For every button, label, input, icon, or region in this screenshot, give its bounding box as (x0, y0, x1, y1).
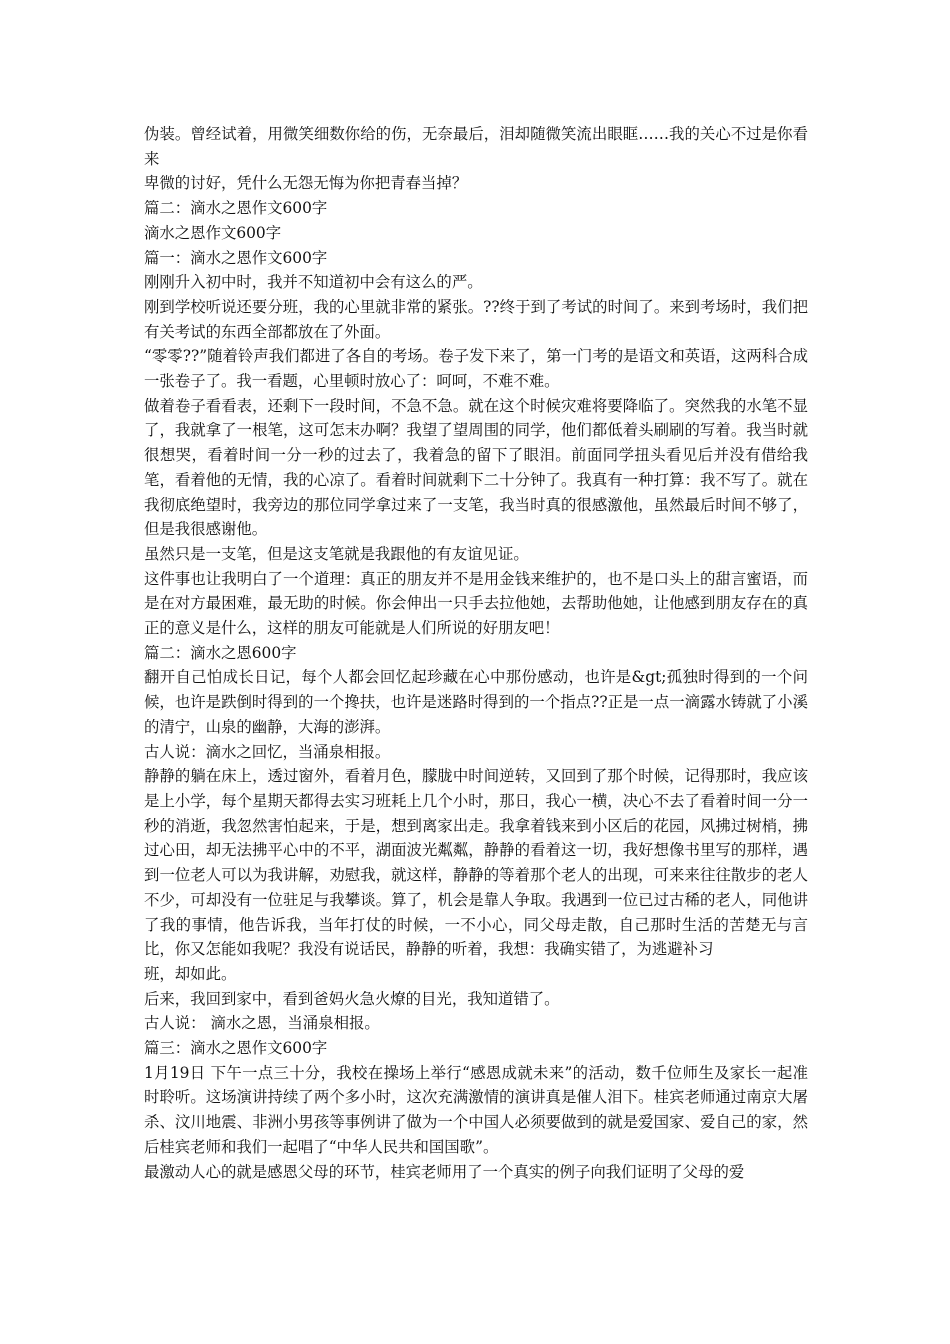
paragraph: 做着卷子看看表，还剩下一段时间，不急不急。就在这个时候灾难将要降临了。突然我的水笔不显了，我就拿了一根笔，这可怎末办啊？我望了望周围的同学，他们都低着头刷刷的写着。我当时就很想哭，看着时间一分一秒的过去了，我着急的留下了眼泪。前面同学扭头看见后并没有借给我笔，看着他的无情，我的心凉了。看着时间就剩下二十分钟了。我真有一种打算：我不写了。就在我彻底绝望时，我旁边的那位同学拿过来了一支笔，我当时真的很感激他，虽然最后时间不够了，但是我很感谢他。 (144, 396, 808, 539)
paragraph: 后来，我回到家中，看到爸妈火急火燎的目光，我知道错了。 (144, 989, 560, 1008)
paragraph: 刚刚升入初中时，我并不知道初中会有这么的严。 (144, 273, 483, 292)
paragraph: 最激动人心的就是感恩父母的环节，桂宾老师用了一个真实的例子向我们证明了父母的爱 (144, 1162, 745, 1181)
paragraph: 虽然只是一支笔，但是这支笔就是我跟他的有友谊见证。 (144, 544, 529, 563)
paragraph: 这件事也让我明白了一个道理：真正的朋友并不是用金钱来维护的，也不是口头上的甜言蜜语，而是在对方最困难，最无助的时候。你会伸出一只手去拉他她，去帮助他她，让他感到朋友存在的真正的意义是什么，这样的朋友可能就是人们所说的好朋友吧！ (144, 569, 808, 638)
paragraph: 静静的躺在床上，透过窗外，看着月色，朦胧中时间逆转，又回到了那个时候，记得那时，我应该是上小学，每个星期天都得去实习班耗上几个小时，那日，我心一横，决心不去了看着时间一分一秒的消逝，我忽然害怕起来，于是，想到离家出走。我拿着钱来到小区后的花园，风拂过树梢，拂过心田，却无法拂平心中的不平，湖面波光粼粼，静静的看着这一切，我好想像书里写的那样，遇到一位老人可以为我讲解，劝慰我，就这样，静静的等着那个老人的出现，可来来往往散步的老人不少，可却没有一位驻足与我攀谈。算了，机会是靠人争取。我遇到一位已过古稀的老人，同他讲了我的事情，他告诉我，当年打仗的时候，一不小心，同父母走散，自己那时生活的苦楚无与言比，你又怎能如我呢？我没有说话民，静静的听着，我想：我确实错了，为逃避补习 (144, 767, 808, 959)
paragraph: 古人说：滴水之回忆，当涌泉相报。 (144, 742, 391, 761)
paragraph: 班，却如此。 (144, 964, 237, 983)
paragraph: 1月19日 下午一点三十分，我校在操场上举行“感恩成就未来”的活动，数千位师生及家长一起准时聆听。这场演讲持续了两个多小时，这次充满激情的演讲真是催人泪下。桂宾老师通过南京大屠杀、汶川地震、非洲小男孩等事例讲了做为一个中国人必须要做到的就是爱国家、爱自己的家，然后桂宾老师和我们一起唱了“中华人民共和国国歌”。 (144, 1063, 808, 1156)
paragraph: 翻开自己怕成长日记，每个人都会回忆起珍藏在心中那份感动，也许是&gt;孤独时得到的一个问候，也许是跌倒时得到的一个搀扶，也许是迷路时得到的一个指点??正是一点一滴露水铸就了小溪的清宁，山泉的幽静，大海的澎湃。 (144, 668, 808, 736)
paragraph: 古人说： 滴水之恩，当涌泉相报。 (144, 1014, 380, 1033)
section-heading: 篇二：滴水之恩600字 (144, 643, 297, 662)
paragraph: 刚到学校听说还要分班，我的心里就非常的紧张。??终于到了考试的时间了。来到考场时，我们把有关考试的东西全部都放在了外面。 (144, 297, 808, 341)
section-heading: 滴水之恩作文600字 (144, 223, 282, 242)
paragraph: 伪装。曾经试着，用微笑细数你给的伤，无奈最后，泪却随微笑流出眼眶……我的关心不过是你看来 (144, 125, 808, 168)
section-heading: 篇一：滴水之恩作文600字 (144, 248, 328, 267)
paragraph: 卑微的讨好，凭什么无怨无悔为你把青春当掉？ (144, 174, 468, 193)
paragraph: “零零??”随着铃声我们都进了各自的考场。卷子发下来了，第一门考的是语文和英语，这两科合成一张卷子了。我一看题，心里顿时放心了：呵呵，不难不难。 (144, 347, 808, 391)
section-heading: 篇三：滴水之恩作文600字 (144, 1039, 328, 1058)
section-heading: 篇二：滴水之恩作文600字 (144, 199, 328, 218)
document-body (144, 122, 808, 1184)
